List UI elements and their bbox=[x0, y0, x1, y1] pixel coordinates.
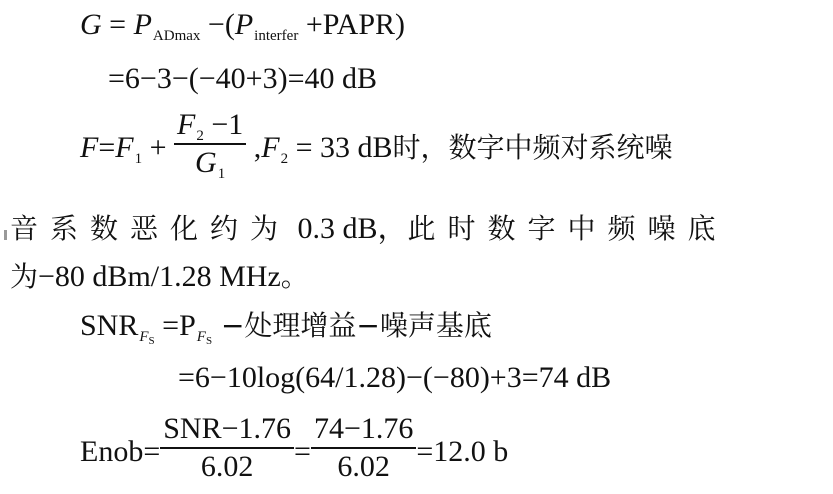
symbol-g: G bbox=[80, 8, 102, 41]
enob-result: 12.0 b bbox=[433, 434, 509, 468]
degradation-value: 0.3 dB， bbox=[290, 212, 408, 245]
subscript-2: 2 bbox=[280, 150, 289, 167]
snr-calculation: =6−10log(64/1.28)−(−80)+3=74 dB bbox=[178, 361, 612, 394]
equation-snr-definition bbox=[80, 309, 492, 347]
fraction-denominator: 6.02 bbox=[337, 450, 390, 483]
equation-enob bbox=[80, 412, 509, 488]
text-processing-gain-noise-floor: −处理增益−噪声基底 bbox=[212, 309, 492, 342]
equation-noise-figure bbox=[80, 108, 673, 184]
subscript-interfer: interfer bbox=[254, 28, 299, 44]
comma: , bbox=[246, 130, 262, 164]
fraction-numerator bbox=[174, 110, 246, 145]
symbol-p-interfer: P bbox=[234, 8, 254, 41]
fraction-snr-over-602 bbox=[160, 414, 294, 482]
symbol-snr: SNR bbox=[80, 309, 139, 342]
symbol-g1: G bbox=[195, 146, 217, 179]
symbol-f1: F bbox=[115, 130, 134, 164]
subscript-2: 2 bbox=[196, 128, 204, 144]
symbol-f2: F bbox=[177, 108, 196, 141]
plus-papr: +PAPR) bbox=[298, 8, 406, 41]
text-when-noise: 时，数字中频对系统噪 bbox=[392, 130, 673, 164]
fraction-denominator bbox=[174, 145, 246, 182]
equals-sign: = bbox=[294, 434, 311, 468]
fraction-numerator: 74−1.76 bbox=[311, 414, 416, 449]
full-stop: 。 bbox=[280, 260, 309, 293]
equation-gain-definition bbox=[80, 8, 406, 44]
subscript-1: 1 bbox=[134, 150, 143, 167]
symbol-f: F bbox=[80, 130, 99, 164]
fraction-denominator: 6.02 bbox=[200, 450, 254, 483]
equals-sign: = bbox=[98, 130, 116, 164]
subscript-1: 1 bbox=[217, 166, 226, 182]
text-wei: 为 bbox=[10, 260, 39, 293]
subscript-s: S bbox=[205, 335, 213, 347]
gain-calculation: =6−3−(−40+3)=40 dB bbox=[108, 62, 378, 95]
fraction-f2-over-g1 bbox=[174, 108, 246, 182]
subscript-f: F bbox=[139, 329, 149, 345]
minus-one: −1 bbox=[203, 108, 244, 141]
f2-value: = 33 dB bbox=[288, 130, 393, 164]
minus-open-paren: −( bbox=[200, 8, 235, 41]
fraction-numerator: SNR−1.76 bbox=[160, 414, 294, 449]
equation-snr-value bbox=[178, 363, 611, 393]
symbol-f2-value: F bbox=[261, 130, 280, 164]
symbol-p: P bbox=[179, 309, 196, 342]
subscript-s: S bbox=[148, 335, 155, 347]
margin-mark bbox=[4, 230, 7, 240]
symbol-p: P bbox=[133, 8, 152, 41]
equals-sign: = bbox=[154, 309, 180, 342]
symbol-enob: Enob bbox=[80, 434, 144, 468]
equals-sign: = bbox=[416, 434, 434, 468]
noise-floor-value: −80 dBm/1.28 MHz bbox=[38, 260, 281, 293]
equals-sign: = bbox=[101, 8, 134, 41]
text-noise-floor-intro: 此时数字中频噪底 bbox=[407, 212, 728, 245]
equals-sign: = bbox=[143, 434, 161, 468]
subscript-f: F bbox=[196, 329, 206, 345]
subscript-admax: ADmax bbox=[152, 28, 201, 44]
text-noise-degradation bbox=[10, 214, 728, 244]
text-noise-floor bbox=[10, 262, 309, 292]
plus-sign: + bbox=[142, 130, 174, 164]
text-noise-coefficient: 音系数恶化约为 bbox=[10, 212, 291, 245]
equation-gain-value bbox=[108, 64, 377, 94]
fraction-74-over-602 bbox=[311, 414, 416, 482]
